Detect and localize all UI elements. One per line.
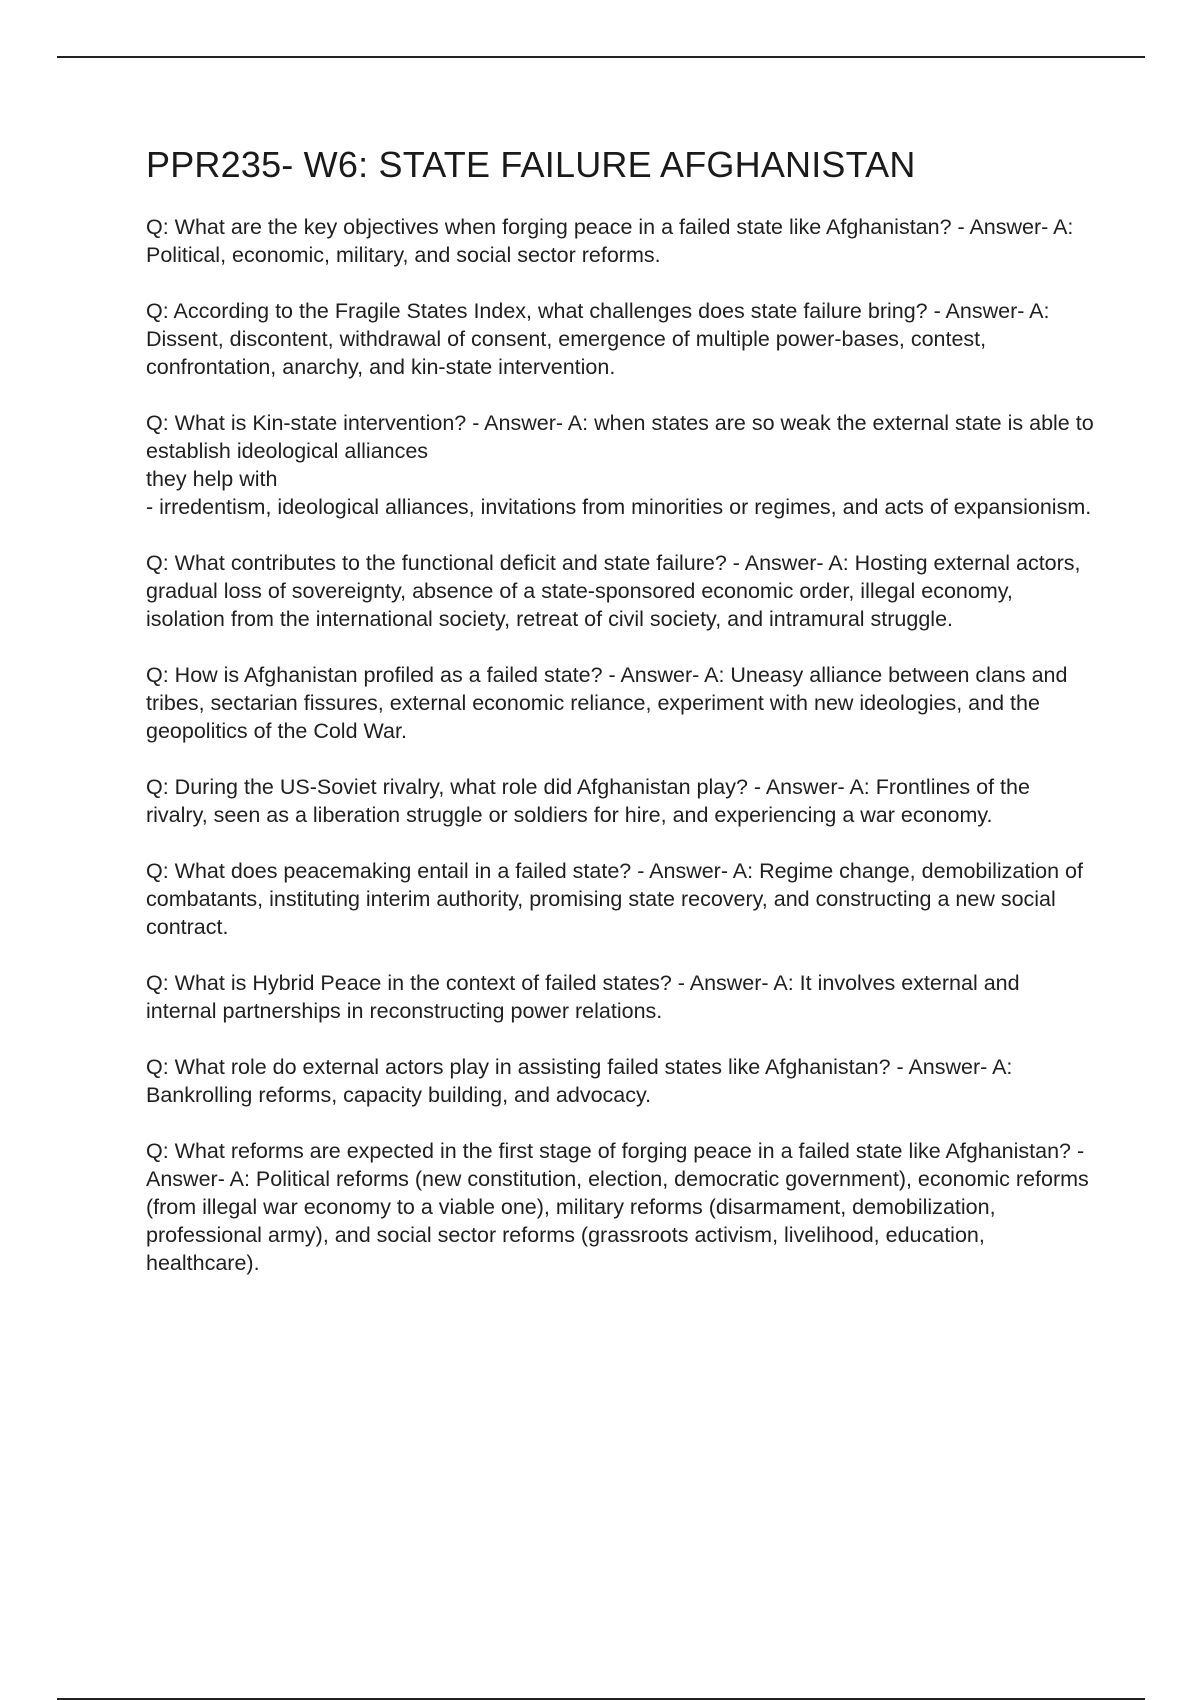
qa-item: Q: What contributes to the functional deficit and state failure? - Answer- A: Hosting external actors, gradual loss of sovereignty, absence of a state-sponsored economic order, illegal economy, isolation from the international society, retreat of civil society, and intramural struggle. bbox=[146, 551, 1081, 631]
qa-list bbox=[146, 213, 1096, 1277]
document-title: PPR235- W6: STATE FAILURE AFGHANISTAN bbox=[146, 144, 916, 185]
top-divider bbox=[57, 56, 1145, 58]
qa-item: Q: During the US-Soviet rivalry, what role did Afghanistan play? - Answer- A: Frontlines of the rivalry, seen as a liberation struggle or soldiers for hire, and experiencing a war economy. bbox=[146, 775, 1030, 827]
document-body bbox=[146, 143, 1096, 1305]
qa-item: Q: What is Kin-state intervention? - Answer- A: when states are so weak the external state is able to establish ideological alliances they help with - irredentism, ideological alliances, invitations from minorities or regimes, and acts of expansionism. bbox=[146, 411, 1094, 519]
qa-item: Q: What does peacemaking entail in a failed state? - Answer- A: Regime change, demobilization of combatants, instituting interim authority, promising state recovery, and constructing a new social contract. bbox=[146, 859, 1083, 939]
qa-item: Q: What reforms are expected in the first stage of forging peace in a failed state like Afghanistan? - Answer- A: Political reforms (new constitution, election, democratic government), economic reforms (from illegal war economy to a viable one), military reforms (disarmament, demobilization, professional army), and social sector reforms (grassroots activism, livelihood, education, healthcare). bbox=[146, 1139, 1089, 1275]
qa-item: Q: What role do external actors play in assisting failed states like Afghanistan? - Answer- A: Bankrolling reforms, capacity building, and advocacy. bbox=[146, 1055, 1013, 1107]
qa-item: Q: How is Afghanistan profiled as a failed state? - Answer- A: Uneasy alliance between clans and tribes, sectarian fissures, external economic reliance, experiment with new ideologies, and the geopolitics of the Cold War. bbox=[146, 663, 1068, 743]
qa-item: Q: What are the key objectives when forging peace in a failed state like Afghanistan? - Answer- A: Political, economic, military, and social sector reforms. bbox=[146, 215, 1074, 267]
qa-item: Q: What is Hybrid Peace in the context of failed states? - Answer- A: It involves external and internal partnerships in reconstructing power relations. bbox=[146, 971, 1020, 1023]
qa-item: Q: According to the Fragile States Index, what challenges does state failure bring? - Answer- A: Dissent, discontent, withdrawal of consent, emergence of multiple power-bases, contest, confrontation, anarchy, and kin-state intervention. bbox=[146, 299, 1050, 379]
